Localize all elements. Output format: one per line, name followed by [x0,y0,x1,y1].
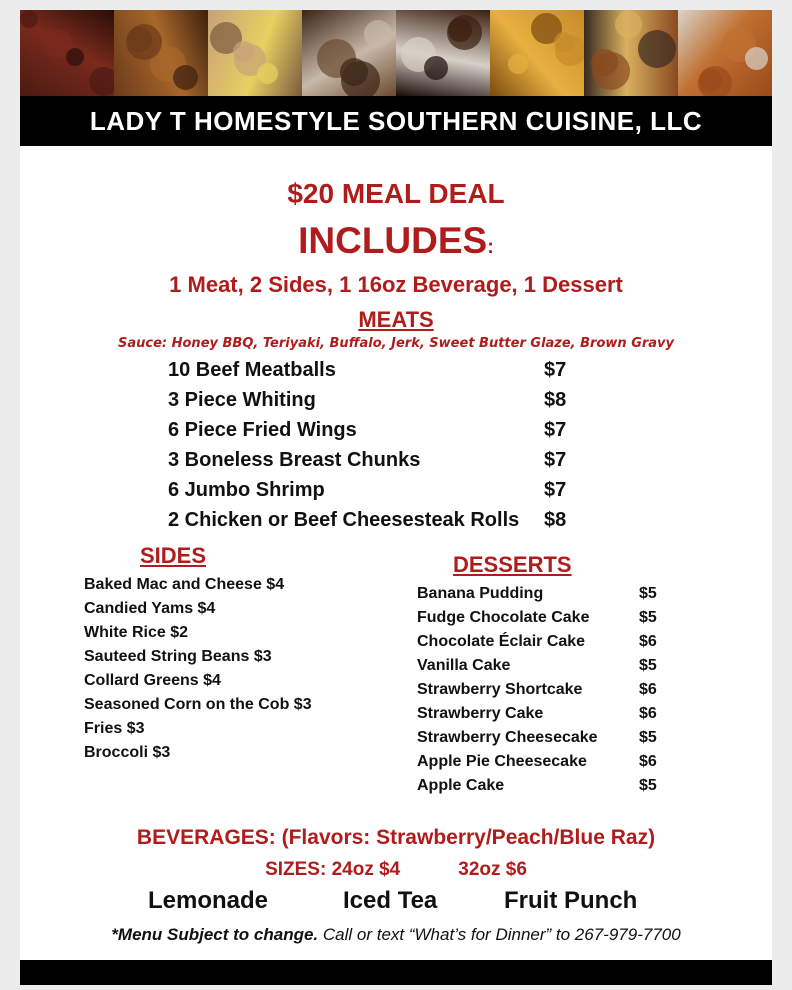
dessert-price: $5 [639,585,657,602]
deal-contents: 1 Meat, 2 Sides, 1 16oz Beverage, 1 Dessert [169,272,623,297]
desserts-heading: DESSERTS [453,552,572,577]
dessert-item [417,582,667,606]
includes-text: INCLUDES [298,220,488,261]
side-item: White Rice $2 [84,624,189,641]
business-name-banner [20,96,772,146]
meat-price: $8 [544,389,567,411]
meat-name: 6 Piece Fried Wings [168,419,357,441]
dessert-price: $6 [639,633,657,650]
meat-item [168,356,588,386]
meat-price: $7 [544,359,567,381]
dessert-name: Strawberry Cake [417,705,544,722]
sauce-options: Sauce: Honey BBQ, Teriyaki, Buffalo, Jerk, Sweet Butter Glaze, Brown Gravy [117,336,674,351]
side-item: Collard Greens $4 [84,672,221,689]
meat-list [168,356,588,536]
dessert-price: $5 [639,729,657,746]
dessert-name: Apple Cake [417,777,505,794]
dessert-name: Vanilla Cake [417,657,511,674]
dessert-name: Fudge Chocolate Cake [417,609,590,626]
meat-price: $7 [544,449,567,471]
meat-name: 6 Jumbo Shrimp [168,479,325,501]
dessert-name: Strawberry Cheesecake [417,729,598,746]
dessert-name: Banana Pudding [417,585,544,602]
dessert-price: $5 [639,777,657,794]
cupcake-tray-photo [302,10,396,96]
dessert-price: $5 [639,657,657,674]
meat-name: 2 Chicken or Beef Cheesesteak Rolls [168,509,520,531]
meat-item [168,506,588,536]
meat-item [168,386,588,416]
meats-heading [20,307,772,333]
meat-item [168,416,588,446]
dessert-item [417,774,667,798]
cake-slices-photo [396,10,490,96]
menu-footer-note [20,925,772,945]
dessert-item [417,750,667,774]
side-item: Sauteed String Beans $3 [84,648,272,665]
beverage-sizes [20,859,772,881]
dessert-price: $5 [639,609,657,626]
wings-photo [20,10,114,96]
sides-list [84,573,312,765]
platter-photo [584,10,678,96]
meat-item [168,476,588,506]
iced-tea-lemon-photo [208,10,302,96]
side-item: Seasoned Corn on the Cob $3 [84,696,312,713]
note-contact: Call or text “What’s for Dinner” to 267-979-7700 [318,925,681,944]
dessert-item [417,726,667,750]
size-large: 32oz $6 [458,859,527,880]
business-name: LADY T HOMESTYLE SOUTHERN CUISINE, LLC [89,105,703,136]
menu-page [20,10,772,985]
dessert-name: Apple Pie Cheesecake [417,753,587,770]
beverages-heading: BEVERAGES: (Flavors: Strawberry/Peach/Blue Raz) [136,826,656,849]
drink-iced-tea: Iced Tea [343,887,438,914]
drink-fruit-punch: Fruit Punch [504,887,638,914]
dessert-item [417,606,667,630]
dessert-name: Chocolate Éclair Cake [417,633,586,650]
sides-heading: SIDES [140,543,207,568]
dessert-item [417,654,667,678]
meat-price: $8 [544,509,567,531]
meat-name: 3 Piece Whiting [168,389,316,411]
glazed-chicken-photo [114,10,208,96]
meat-name: 3 Boneless Breast Chunks [168,449,421,471]
dessert-price: $6 [639,681,657,698]
drink-options [20,887,772,923]
meat-price: $7 [544,419,567,441]
meat-price: $7 [544,479,567,501]
drink-lemonade: Lemonade [148,887,269,914]
note-disclaimer: *Menu Subject to change. [111,925,319,944]
dessert-price: $6 [639,753,657,770]
dessert-item [417,702,667,726]
fried-chicken-photo [490,10,584,96]
includes-colon: : [487,236,494,258]
meal-deal-price: $20 MEAL DEAL [287,178,505,209]
meats-heading-text: MEATS [358,307,434,332]
dessert-name: Strawberry Shortcake [417,681,583,698]
meat-item [168,446,588,476]
includes-heading [20,220,772,262]
bottom-bar [20,960,772,985]
side-item: Candied Yams $4 [84,600,216,617]
side-item: Fries $3 [84,720,145,737]
side-item: Baked Mac and Cheese $4 [84,576,285,593]
dessert-price: $6 [639,705,657,722]
food-photo-strip [20,10,772,96]
meat-name: 10 Beef Meatballs [168,359,336,381]
size-small: SIZES: 24oz $4 [265,859,401,880]
dessert-item [417,630,667,654]
dessert-list [417,582,667,798]
dessert-item [417,678,667,702]
side-item: Broccoli $3 [84,744,171,761]
pie-slice-photo [678,10,772,96]
